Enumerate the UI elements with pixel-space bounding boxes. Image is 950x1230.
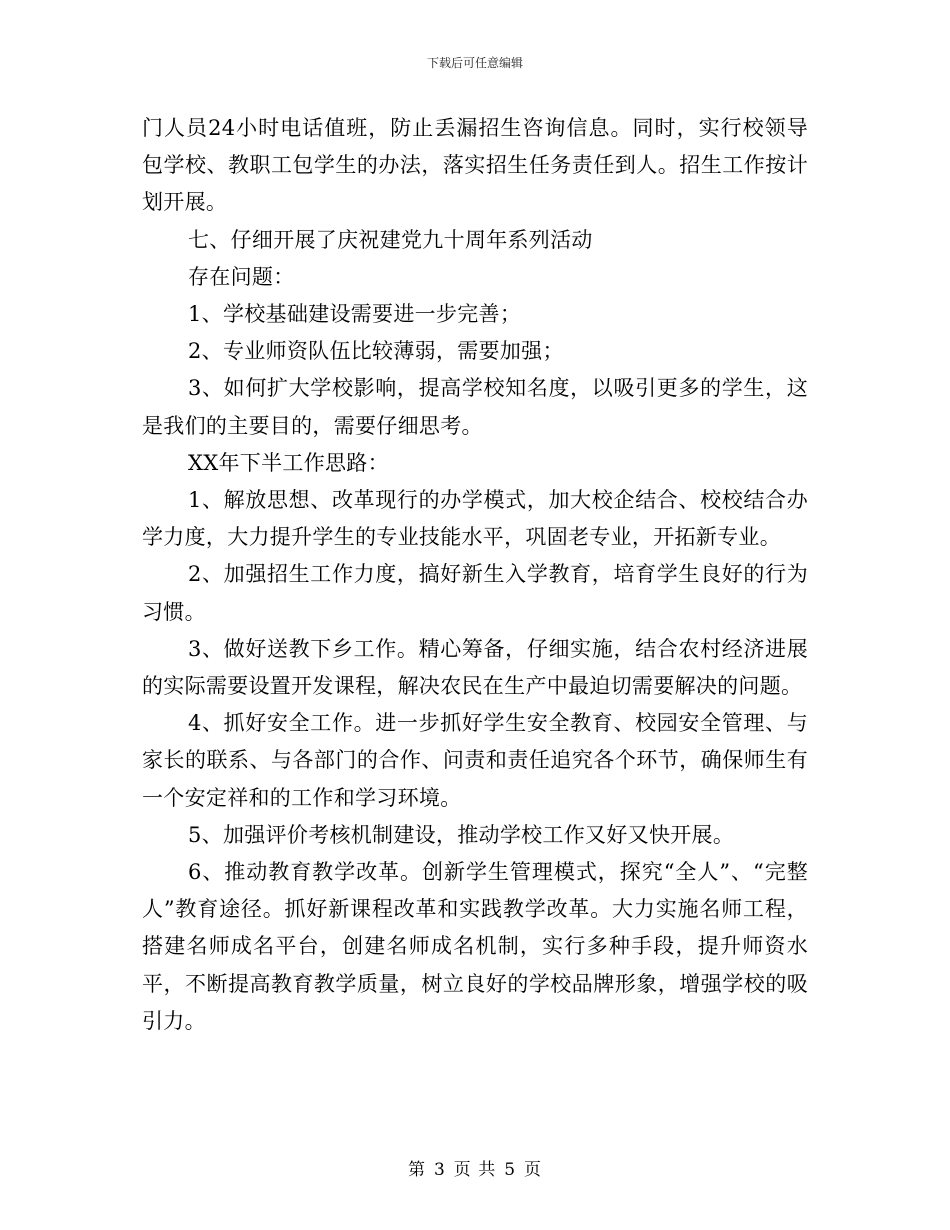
section-heading: 七、仔细开展了庆祝建党九十周年系列活动	[188, 227, 593, 252]
list-item: 6、推动教育教学改革。创新学生管理模式，探究“全人”、“完整人”教育途径。抓好新课程改革和实践教学改革。大力实施名师工程，搭建名师成名平台，创建名师成名机制，实行多种手段，提升师资水平，不断提高教育教学质量，树立良好的学校品牌形象，增强学校的吸引力。	[142, 860, 808, 1033]
list-item: 2、专业师资队伍比较薄弱，需要加强；	[188, 339, 564, 364]
subheading-problems: 存在问题：	[188, 264, 295, 289]
subheading-plan: XX年下半工作思路：	[188, 450, 389, 475]
list-item: 1、学校基础建设需要进一步完善；	[188, 302, 522, 327]
paragraph-continuation: 门人员24小时电话值班，防止丢漏招生咨询信息。同时，实行校领导包学校、教职工包学生的办法，落实招生任务责任到人。招生工作按计划开展。	[142, 116, 808, 215]
document-body	[142, 110, 808, 1040]
list-item: 1、解放思想、改革现行的办学模式，加大校企结合、校校结合办学力度，大力提升学生的专业技能水平，巩固老专业，开拓新专业。	[142, 488, 808, 550]
page-number: 3	[433, 1160, 446, 1180]
page-footer	[0, 1155, 950, 1180]
list-item: 2、加强招生工作力度，搞好新生入学教育，培育学生良好的行为习惯。	[142, 562, 808, 624]
list-item: 5、加强评价考核机制建设，推动学校工作又好又快开展。	[188, 822, 735, 847]
footer-prefix: 第	[407, 1160, 426, 1180]
footer-middle: 页 共	[453, 1160, 497, 1180]
total-pages: 5	[504, 1160, 517, 1180]
page-header: 下载后可任意编辑	[426, 56, 523, 70]
list-item: 3、如何扩大学校影响，提高学校知名度，以吸引更多的学生，这是我们的主要目的，需要仔细思考。	[142, 376, 808, 438]
list-item: 3、做好送教下乡工作。精心筹备，仔细实施，结合农村经济进展的实际需要设置开发课程，解决农民在生产中最迫切需要解决的问题。	[142, 636, 808, 699]
footer-suffix: 页	[524, 1160, 543, 1180]
list-item: 4、抓好安全工作。进一步抓好学生安全教育、校园安全管理、与家长的联系、与各部门的合作、问责和责任追究各个环节，确保师生有一个安定祥和的工作和学习环境。	[142, 711, 808, 810]
